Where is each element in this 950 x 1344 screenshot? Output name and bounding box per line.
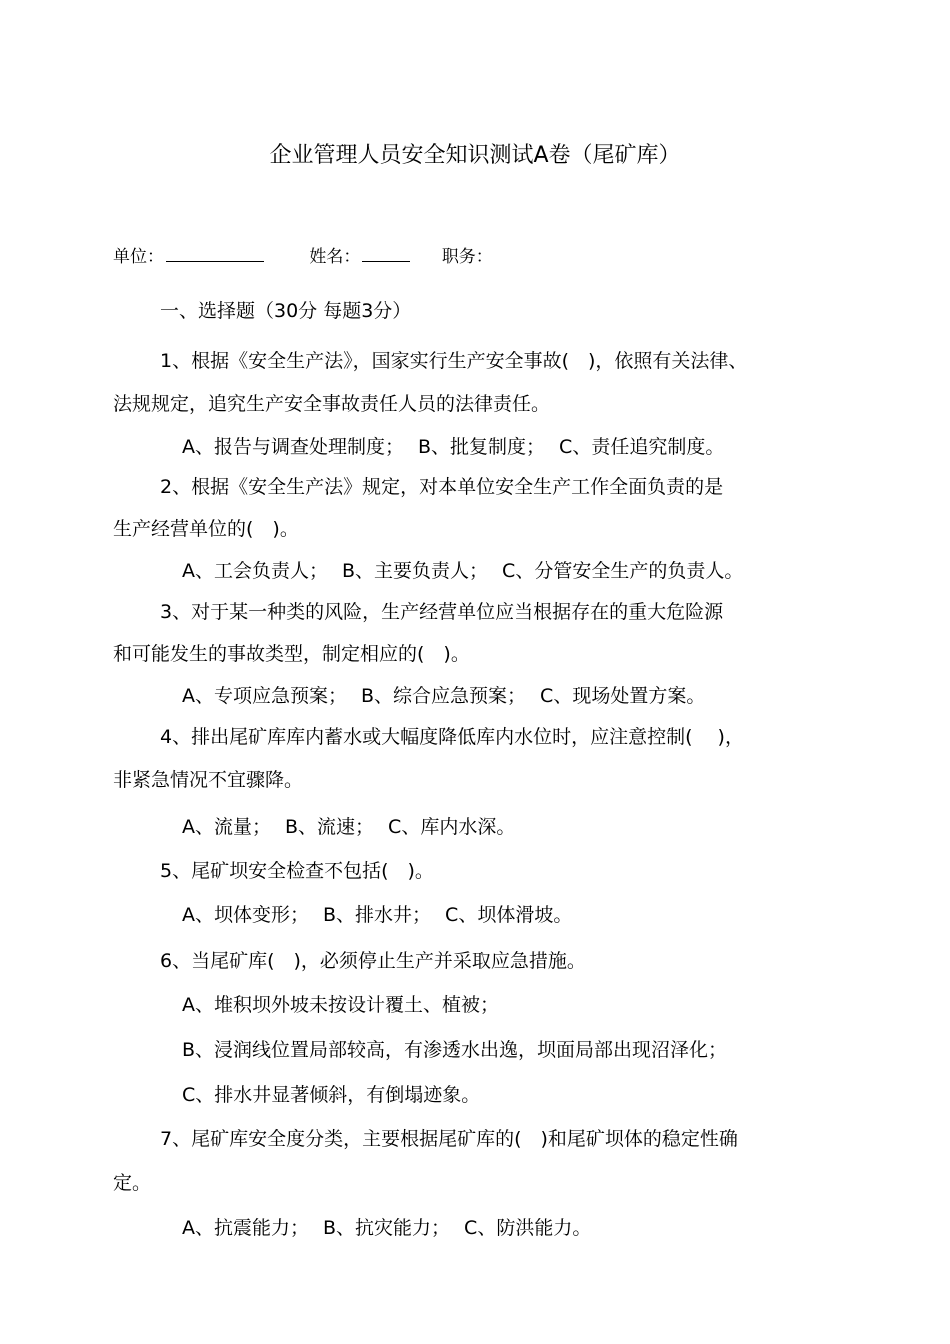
option-b: B、综合应急预案； (361, 685, 527, 707)
question-7-line-2: 定。 (113, 1172, 152, 1194)
question-4-line-2: 非紧急情况不宜骤降。 (113, 769, 304, 791)
header-info (113, 243, 493, 271)
question-2-line-1: 2、根据《安全生产法》规定，对本单位安全生产工作全面负责的是 (160, 476, 724, 498)
question-3-line-1: 3、对于某一种类的风险，生产经营单位应当根据存在的重大危险源 (160, 601, 724, 623)
unit-blank (166, 243, 264, 262)
option-b: B、排水井； (323, 904, 432, 926)
question-7-options (182, 1213, 591, 1243)
option-c: C、坝体滑坡。 (445, 904, 573, 926)
question-1-options (182, 432, 724, 462)
question-4-options (182, 812, 515, 842)
document-title: 企业管理人员安全知识测试A卷（尾矿库） (269, 143, 681, 168)
question-6-line-1: 6、当尾矿库( )，必须停止生产并采取应急措施。 (160, 950, 586, 972)
question-7-line-1: 7、尾矿库安全度分类，主要根据尾矿库的( )和尾矿坝体的稳定性确 (160, 1128, 738, 1150)
option-b: B、批复制度； (418, 436, 546, 458)
option-c: C、库内水深。 (388, 816, 516, 838)
name-label: 姓名： (309, 247, 361, 267)
question-4-line-1: 4、排出尾矿库库内蓄水或大幅度降低库内水位时，应注意控制( )， (160, 726, 744, 748)
option-c: C、防洪能力。 (464, 1217, 592, 1239)
option-c: C、现场处置方案。 (540, 685, 706, 707)
question-3-line-2: 和可能发生的事故类型，制定相应的( )。 (113, 643, 470, 665)
question-5-line-1: 5、尾矿坝安全检查不包括( )。 (160, 860, 434, 882)
question-1-line-1: 1、根据《安全生产法》，国家实行生产安全事故( )，依照有关法律、 (160, 350, 748, 372)
question-3-options (182, 681, 705, 711)
option-a: A、流量； (182, 816, 271, 838)
question-6-option-a: A、堆积坝外坡未按设计覆土、植被； (182, 994, 499, 1016)
question-5-options (182, 900, 572, 930)
question-2-options (182, 556, 743, 586)
unit-label: 单位： (113, 247, 164, 267)
option-c: C、责任追究制度。 (559, 436, 725, 458)
option-c: C、分管安全生产的负责人。 (502, 560, 744, 582)
option-a: A、报告与调查处理制度； (182, 436, 404, 458)
option-b: B、流速； (285, 816, 375, 838)
section-heading: 一、选择题（30分 每题3分） (160, 300, 412, 322)
question-6-option-c: C、排水井显著倾斜，有倒塌迹象。 (182, 1084, 481, 1106)
question-1-line-2: 法规规定，追究生产安全事故责任人员的法律责任。 (113, 393, 551, 415)
option-a: A、坝体变形； (182, 904, 309, 926)
name-blank (362, 243, 410, 262)
position-label: 职务： (441, 247, 493, 267)
question-2-line-2: 生产经营单位的( )。 (113, 518, 299, 540)
question-6-option-b: B、浸润线位置局部较高，有渗透水出逸，坝面局部出现沼泽化； (182, 1039, 728, 1061)
option-a: A、工会负责人； (182, 560, 328, 582)
option-b: B、主要负责人； (342, 560, 489, 582)
option-a: A、专项应急预案； (182, 685, 347, 707)
option-a: A、抗震能力； (182, 1217, 309, 1239)
option-b: B、抗灾能力； (323, 1217, 451, 1239)
